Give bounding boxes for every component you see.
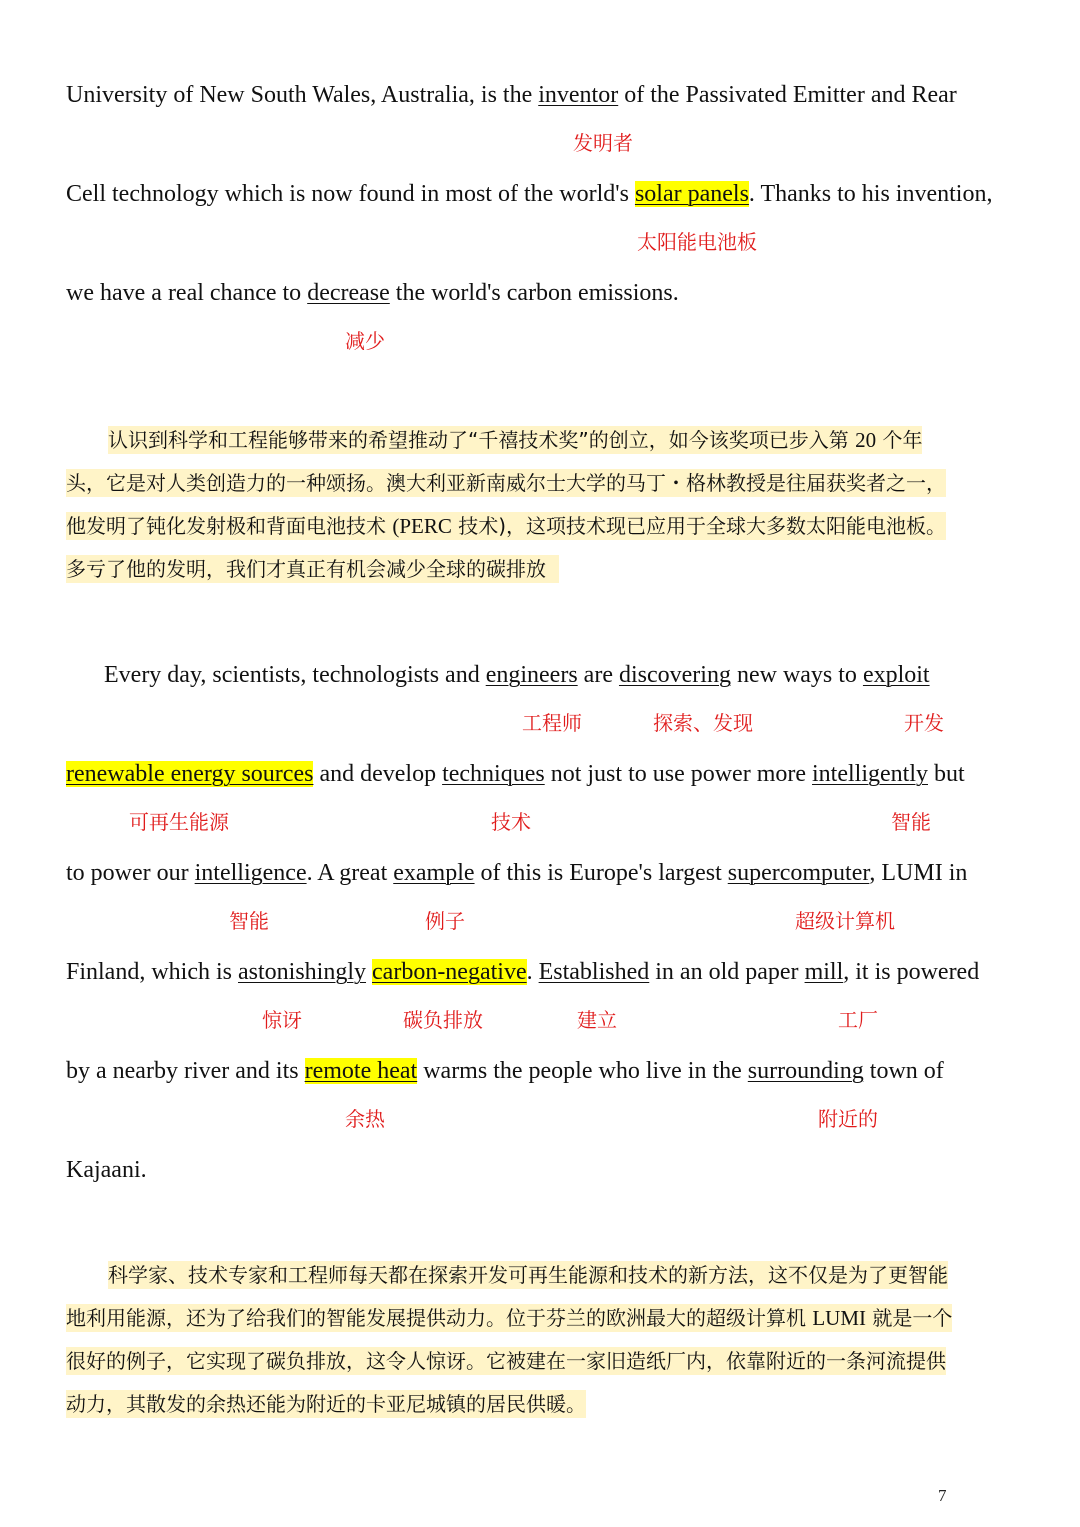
vocab-decrease: decrease: [307, 280, 390, 306]
gloss-intelligently: 智能: [891, 810, 931, 834]
gloss-example: 例子: [425, 909, 465, 933]
english-line-4: Every day, scientists, technologists and engineers are discovering new ways to exploit: [104, 662, 930, 688]
gloss-engineers: 工程师: [522, 711, 582, 735]
gloss-remote-heat: 余热: [345, 1107, 385, 1131]
gloss-mill: 工厂: [838, 1008, 878, 1032]
gloss-decrease: 减少: [345, 329, 385, 353]
gloss-exploit: 开发: [904, 711, 944, 735]
vocab-example: example: [393, 860, 475, 886]
english-line-8: by a nearby river and its remote heat warms the people who live in the surrounding town of: [66, 1058, 944, 1084]
translation-1-line-4: 多亏了他的发明，我们才真正有机会减少全球的碳排放: [66, 553, 559, 585]
gloss-established: 建立: [577, 1008, 617, 1032]
gloss-carbon-negative: 碳负排放: [403, 1008, 483, 1032]
vocab-carbon-negative: carbon-negative: [372, 959, 527, 985]
vocab-solar-panels: solar panels: [634, 181, 749, 207]
english-line-1: University of New South Wales, Australia, is the inventor of the Passivated Emitter and Rear: [66, 82, 957, 108]
vocab-intelligently: intelligently: [812, 761, 928, 787]
english-line-9: Kajaani.: [66, 1157, 147, 1183]
page-number: 7: [938, 1486, 947, 1505]
vocab-inventor: inventor: [538, 82, 619, 108]
translation-2-line-4: 动力，其散发的余热还能为附近的卡亚尼城镇的居民供暖。: [66, 1392, 586, 1416]
gloss-intelligence: 智能: [229, 909, 269, 933]
vocab-techniques: techniques: [442, 761, 545, 787]
translation-1-line-1: 认识到科学和工程能够带来的希望推动了“千禧技术奖”的创立，如今该奖项已步入第 20 个年: [108, 428, 923, 452]
translation-2-line-1: 科学家、技术专家和工程师每天都在探索开发可再生能源和技术的新方法，这不仅是为了更智能: [108, 1263, 948, 1287]
translation-2-line-2: 地利用能源，还为了给我们的智能发展提供动力。位于芬兰的欧洲最大的超级计算机 LUMI 就是一个: [66, 1306, 953, 1330]
gloss-astonishingly: 惊讶: [262, 1008, 302, 1032]
translation-paragraph-1: [66, 424, 1020, 594]
gloss-techniques: 技术: [491, 810, 531, 834]
gloss-supercomputer: 超级计算机: [795, 909, 895, 933]
english-line-3: we have a real chance to decrease the world's carbon emissions.: [66, 280, 679, 306]
vocab-astonishingly: astonishingly: [238, 959, 367, 985]
translation-paragraph-2: [66, 1259, 1020, 1429]
gloss-surrounding: 附近的: [818, 1107, 878, 1131]
gloss-inventor: 发明者: [573, 131, 633, 155]
english-line-7: Finland, which is astonishingly carbon-negative. Established in an old paper mill, it is powered: [66, 959, 980, 985]
gloss-discovering: 探索、发现: [653, 711, 753, 735]
english-line-2: Cell technology which is now found in most of the world's solar panels. Thanks to his invention,: [66, 181, 993, 207]
vocab-discovering: discovering: [618, 662, 731, 688]
gloss-solar-panels: 太阳能电池板: [637, 230, 757, 254]
vocab-supercomputer: supercomputer: [727, 860, 870, 886]
vocab-surrounding: surrounding: [747, 1058, 864, 1084]
vocab-remote-heat: remote heat: [304, 1058, 418, 1084]
translation-2-line-3: 很好的例子，它实现了碳负排放，这令人惊讶。它被建在一家旧造纸厂内，依靠附近的一条河流提供: [66, 1349, 946, 1373]
vocab-renewable-energy-sources: renewable energy sources: [66, 761, 314, 787]
vocab-established: Established: [538, 959, 650, 985]
translation-1-line-2: 头，它是对人类创造力的一种颂扬。澳大利亚新南威尔士大学的马丁・格林教授是往届获奖者之一，: [66, 471, 946, 495]
vocab-engineers: engineers: [485, 662, 578, 688]
english-line-6: to power our intelligence. A great example of this is Europe's largest supercomputer, LUMI in: [66, 860, 968, 886]
gloss-renewable: 可再生能源: [129, 810, 229, 834]
vocab-exploit: exploit: [862, 662, 930, 688]
english-line-5: renewable energy sources and develop techniques not just to use power more intelligently but: [66, 761, 965, 787]
vocab-mill: mill: [804, 959, 844, 985]
translation-1-line-3: 他发明了钝化发射极和背面电池技术 (PERC 技术)，这项技术现已应用于全球大多数太阳能电池板。: [66, 514, 947, 538]
vocab-intelligence: intelligence: [194, 860, 307, 886]
